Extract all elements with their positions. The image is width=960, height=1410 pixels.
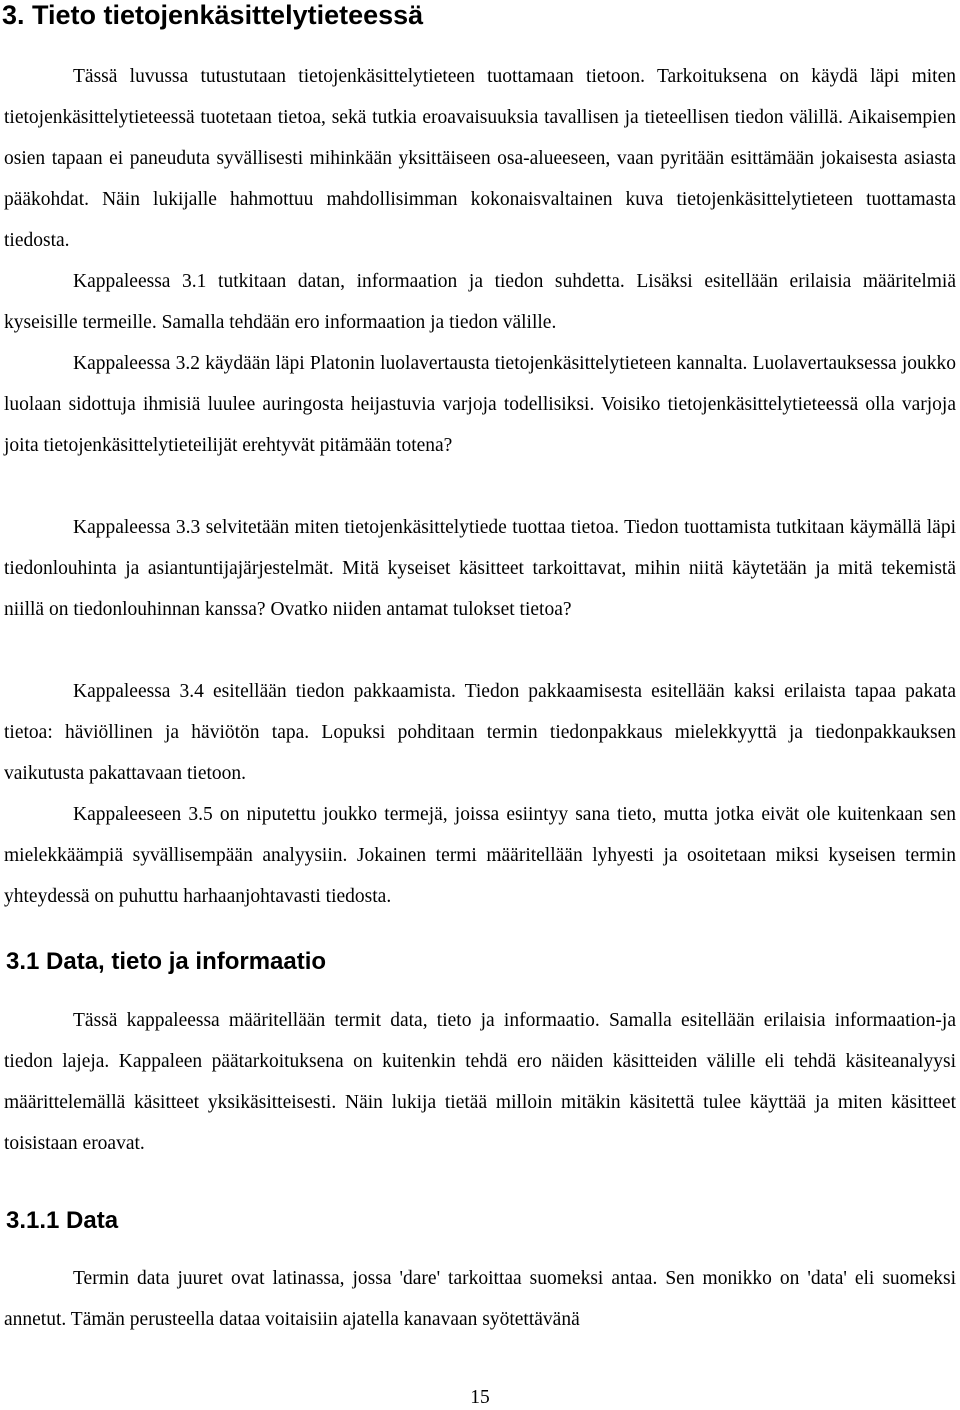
paragraph-section-3-4-summary: Kappaleessa 3.4 esitellään tiedon pakkaamista. Tiedon pakkaamisesta esitellään kaksi erilaista tapaa pakata tietoa: häviöllinen ja häviötön tapa. Lopuksi pohditaan termin tiedonpakkaus mielekkyyttä ja tiedonpakkauksen vaikutusta pakattavaan tietoon. — [4, 681, 956, 784]
paragraph-section-3-3-summary: Kappaleessa 3.3 selvitetään miten tietojenkäsittelytiede tuottaa tietoa. Tiedon tuottamista tutkitaan käymällä läpi tiedonlouhinta ja asiantuntijajärjestelmät. Mitä kyseiset käsitteet tarkoittavat, mihin niitä käytetään ja mitä tekemistä niillä on tiedonlouhinnan kanssa? Ovatko niiden antamat tulokset tietoa? — [4, 517, 956, 620]
section-heading-3-1-1: 3.1.1 Data — [6, 1207, 119, 1234]
paragraph-section-3-1-1: Termin data juuret ovat latinassa, jossa 'dare' tarkoittaa suomeksi antaa. Sen monikko on 'data' eli suomeksi annetut. Tämän perusteella dataa voitaisiin ajatella kanavaan syötettävänä — [4, 1268, 956, 1330]
intro-paragraph: Tässä luvussa tutustutaan tietojenkäsittelytieteen tuottamaan tietoon. Tarkoituksena on käydä läpi miten tietojenkäsittelytieteessä tuotetaan tietoa, sekä tutkia eroavaisuuksia tavallisen ja tieteellisen tiedon välillä. Aikaisempien osien tapaan ei paneuduta syvällisesti mihinkään yksittäiseen osa-alueeseen, vaan pyritään esittämään jokaisesta asiasta pääkohdat. Näin lukijalle hahmottuu mahdollisimman kokonaisvaltainen kuva tietojenkäsittelytieteen tuottamasta tiedosta. — [4, 66, 956, 251]
paragraph-section-3-2-summary: Kappaleessa 3.2 käydään läpi Platonin luolavertausta tietojenkäsittelytieteen kannalta. Luolavertauksessa joukko luolaan sidottuja ihmisiä luulee auringosta heijastuvia varjoja todellisiksi. Voisiko tietojenkäsittelytieteessä olla varjoja joita tietojenkäsittelytieteilijät erehtyvät pitämään totena? — [4, 353, 956, 456]
paragraph-section-3-1: Tässä kappaleessa määritellään termit data, tieto ja informaatio. Samalla esitellään erilaisia informaation-ja tiedon lajeja. Kappaleen päätarkoituksena on kuitenkin tehdä ero näiden käsitteiden välille eli tehdä käsiteanalyysi määrittelemällä käsitteet yksikäsitteisesti. Näin lukija tietää milloin mitäkin käsitettä tulee käyttää ja miten käsitteet toisistaan eroavat. — [4, 1010, 956, 1154]
chapter-heading: 3. Tieto tietojenkäsittelytieteessä — [2, 0, 424, 30]
paragraph-section-3-5-summary: Kappaleeseen 3.5 on niputettu joukko termejä, joissa esiintyy sana tieto, mutta jotka eivät ole kuitenkaan sen mielekkäämpiä syvällisempään analyysiin. Jokainen termi määritellään lyhyesti ja osoitetaan miksi kyseisen termin yhteydessä on puhuttu harhaanjohtavasti tiedosta. — [4, 804, 956, 907]
paragraph-section-3-1-summary: Kappaleessa 3.1 tutkitaan datan, informaation ja tiedon suhdetta. Lisäksi esitellään erilaisia määritelmiä kyseisille termeille. Samalla tehdään ero informaation ja tiedon välille. — [4, 271, 956, 333]
section-heading-3-1: 3.1 Data, tieto ja informaatio — [6, 948, 327, 975]
page-number: 15 — [470, 1387, 490, 1408]
